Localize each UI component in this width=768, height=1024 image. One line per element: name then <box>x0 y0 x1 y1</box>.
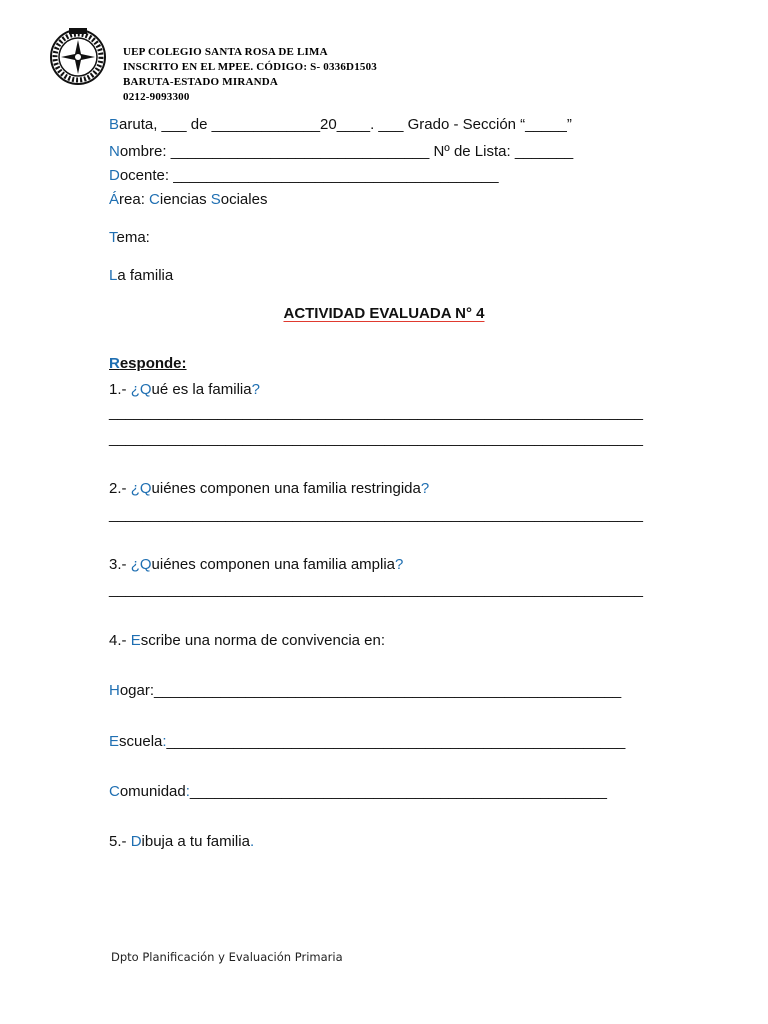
teacher-line[interactable]: Docente: _______________________________________ <box>109 167 499 184</box>
question-5: 5.- Dibuja a tu familia. <box>109 833 255 850</box>
home-rule-field[interactable]: Hogar:________________________________________________________ <box>109 682 622 699</box>
instruction-heading: Responde: <box>109 355 187 372</box>
activity-title: ACTIVIDAD EVALUADA N° 4 <box>283 305 485 322</box>
topic-value: La familia <box>109 267 174 284</box>
date-section-line[interactable]: Baruta, ___ de _____________20____. ___ Grado - Sección “_____” <box>109 116 572 133</box>
school-header <box>123 45 377 105</box>
answer-line-1a[interactable]: ________________________________________________________________ <box>109 404 643 421</box>
community-rule-field[interactable]: Comunidad:__________________________________________________ <box>109 783 608 800</box>
question-1: 1.- ¿Qué es la familia? <box>109 381 260 398</box>
school-registration: INSCRITO EN EL MPEE. CÓDIGO: S- 0336D1503 <box>123 61 378 73</box>
school-phone: 0212-9093300 <box>123 91 190 103</box>
topic-label: Tema: <box>109 229 150 246</box>
area-line: Área: Ciencias Sociales <box>109 191 268 208</box>
question-3: 3.- ¿Quiénes componen una familia amplia? <box>109 556 404 573</box>
question-2: 2.- ¿Quiénes componen una familia restringida? <box>109 480 430 497</box>
school-name: UEP COLEGIO SANTA ROSA DE LIMA <box>123 46 328 58</box>
school-rule-field[interactable]: Escuela:_______________________________________________________ <box>109 733 626 750</box>
school-location: BARUTA-ESTADO MIRANDA <box>123 76 279 88</box>
page-footer: Dpto Planificación y Evaluación Primaria <box>111 950 343 964</box>
answer-line-3[interactable]: ________________________________________________________________ <box>109 581 643 598</box>
answer-line-1b[interactable]: ________________________________________________________________ <box>109 430 643 447</box>
question-4: 4.- Escribe una norma de convivencia en: <box>109 632 386 649</box>
answer-line-2[interactable]: ________________________________________________________________ <box>109 506 643 523</box>
student-name-line[interactable]: Nombre: _______________________________ Nº de Lista: _______ <box>109 143 574 160</box>
school-seal-icon <box>49 28 107 86</box>
